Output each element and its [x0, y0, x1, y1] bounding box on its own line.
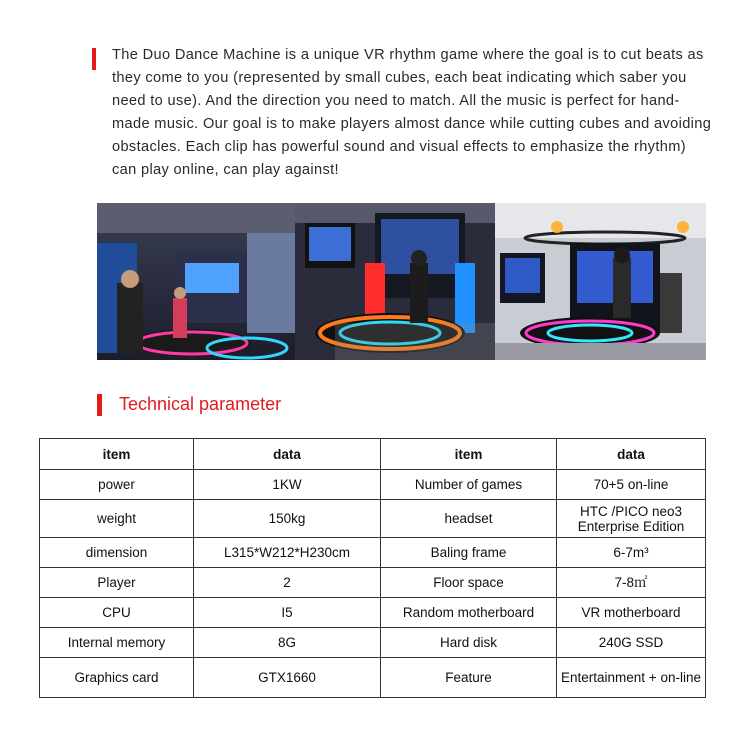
table-row [40, 658, 706, 698]
product-photos [97, 203, 706, 360]
table-row [40, 628, 706, 658]
table-cell: dimension [40, 538, 194, 568]
table-cell: 1KW [194, 470, 381, 500]
table-cell: Random motherboard [381, 598, 557, 628]
intro-accent-bar [92, 48, 96, 70]
table-row [40, 500, 706, 538]
product-photo-1 [97, 203, 295, 360]
table-cell: Hard disk [381, 628, 557, 658]
table-cell: 8G [194, 628, 381, 658]
table-cell: 7-8㎡ [557, 568, 706, 598]
table-cell: I5 [194, 598, 381, 628]
table-cell: 150kg [194, 500, 381, 538]
section-title: Technical parameter [119, 394, 282, 414]
table-cell: L315*W212*H230cm [194, 538, 381, 568]
table-cell: power [40, 470, 194, 500]
table-header-row [40, 439, 706, 470]
table-cell: headset [381, 500, 557, 538]
table-row [40, 598, 706, 628]
table-cell: Baling frame [381, 538, 557, 568]
table-cell: CPU [40, 598, 194, 628]
section-accent-bar [97, 394, 102, 416]
header-data: data [194, 439, 381, 470]
table-cell: 6-7m³ [557, 538, 706, 568]
header-data-2: data [557, 439, 706, 470]
table-cell: GTX1660 [194, 658, 381, 698]
intro-block [92, 44, 712, 182]
table-cell: VR motherboard [557, 598, 706, 628]
table-cell: 70+5 on-line [557, 470, 706, 500]
header-item: item [40, 439, 194, 470]
table-cell: Entertainment + on-line [557, 658, 706, 698]
product-photo-3 [495, 203, 706, 360]
table-cell: 240G SSD [557, 628, 706, 658]
table-cell: Graphics card [40, 658, 194, 698]
technical-parameter-table [39, 438, 706, 698]
table-cell: Floor space [381, 568, 557, 598]
header-item-2: item [381, 439, 557, 470]
intro-paragraph: The Duo Dance Machine is a unique VR rhythm game where the goal is to cut beats as they come to you (represented by small cubes, each beat indicating which saber you need to use). And the direction you need to match. All the music is perfect for hand-made music. Our goal is to make players almost dance while cutting cubes and avoiding obstacles. Each clip has powerful sound and visual effects to emphasize the rhythm) can play online, can play against! [112, 47, 712, 178]
table-cell: HTC /PICO neo3 Enterprise Edition [557, 500, 706, 538]
table-row [40, 568, 706, 598]
table-cell: 2 [194, 568, 381, 598]
table-cell: Player [40, 568, 194, 598]
table-cell: Number of games [381, 470, 557, 500]
table-row [40, 538, 706, 568]
table-row [40, 470, 706, 500]
product-photo-2 [295, 203, 495, 360]
table-cell: Feature [381, 658, 557, 698]
table-cell: weight [40, 500, 194, 538]
table-cell: Internal memory [40, 628, 194, 658]
